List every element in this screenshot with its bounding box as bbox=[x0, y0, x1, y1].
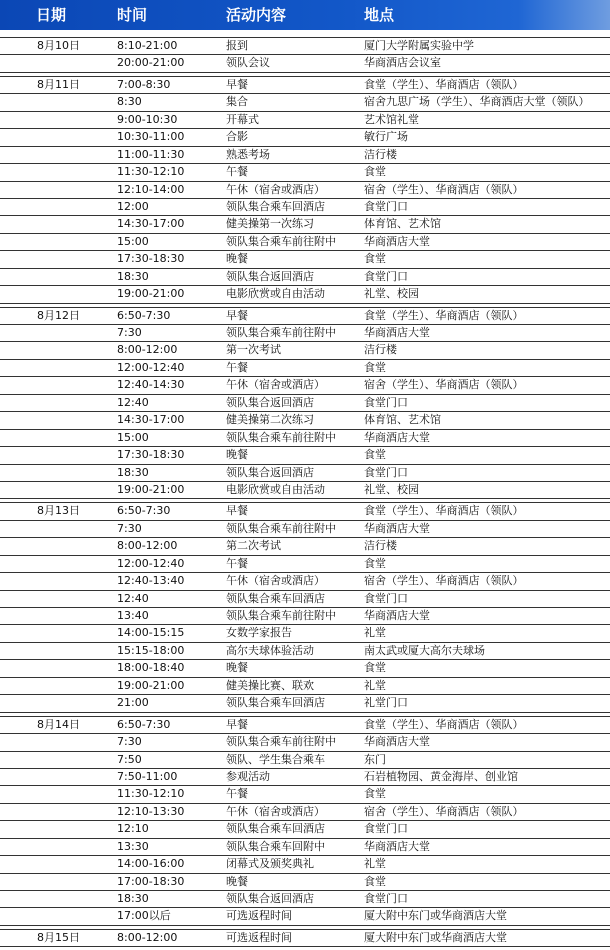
row-time: 12:00-12:40 bbox=[117, 360, 185, 374]
row-activity: 领队集合乘车回酒店 bbox=[226, 696, 325, 710]
table-row bbox=[0, 55, 610, 71]
row-location: 宿舍（学生）、华商酒店（领队） bbox=[364, 182, 524, 196]
row-location: 宿舍（学生）、华商酒店（领队） bbox=[364, 378, 524, 392]
row-activity: 午餐 bbox=[226, 556, 248, 570]
row-time: 7:00-8:30 bbox=[117, 77, 171, 91]
row-location: 厦大附中东门或华商酒店大堂 bbox=[364, 909, 507, 923]
row-location: 礼堂 bbox=[364, 678, 386, 692]
table-row bbox=[0, 821, 610, 838]
row-activity: 领队集合乘车前往附中 bbox=[226, 735, 336, 749]
row-location: 食堂门口 bbox=[364, 892, 408, 905]
table-row bbox=[0, 216, 610, 233]
row-activity: 早餐 bbox=[226, 717, 248, 731]
row-location: 厦大附中东门或华商酒店大堂 bbox=[364, 930, 507, 944]
table-row bbox=[0, 325, 610, 342]
row-location: 华商酒店大堂 bbox=[364, 234, 430, 248]
row-time: 15:15-18:00 bbox=[117, 643, 185, 657]
table-row bbox=[0, 251, 610, 268]
table-row bbox=[0, 199, 610, 216]
day-group bbox=[0, 502, 610, 712]
table-row bbox=[0, 342, 610, 359]
row-activity: 午休（宿舍或酒店） bbox=[226, 182, 325, 196]
table-row bbox=[0, 660, 610, 677]
row-location: 食堂（学生）、华商酒店（领队） bbox=[364, 308, 524, 322]
row-activity: 领队集合乘车前往附中 bbox=[226, 430, 336, 444]
row-time: 12:10-13:30 bbox=[117, 804, 185, 818]
row-location: 华商酒店大堂 bbox=[364, 326, 430, 339]
day-date: 8月12日 bbox=[37, 308, 80, 322]
row-time: 8:30 bbox=[117, 95, 142, 109]
row-location: 食堂门口 bbox=[364, 465, 408, 479]
table-row bbox=[0, 377, 610, 394]
row-time: 7:30 bbox=[117, 326, 142, 339]
row-location: 洁行楼 bbox=[364, 343, 397, 357]
row-activity: 健美操第一次练习 bbox=[226, 217, 314, 231]
row-location: 食堂 bbox=[364, 556, 386, 570]
row-activity: 午餐 bbox=[226, 787, 248, 801]
row-time: 6:50-7:30 bbox=[117, 504, 171, 518]
row-time: 14:00-15:15 bbox=[117, 626, 185, 640]
row-activity: 高尔夫球体验活动 bbox=[226, 643, 314, 657]
row-activity: 晚餐 bbox=[226, 252, 248, 266]
row-activity: 午餐 bbox=[226, 165, 248, 179]
row-time: 14:30-17:00 bbox=[117, 217, 185, 231]
row-location: 食堂门口 bbox=[364, 822, 408, 836]
row-location: 石岩植物园、黄金海岸、创业馆 bbox=[364, 769, 518, 783]
table-row bbox=[0, 839, 610, 856]
row-time: 7:50 bbox=[117, 752, 142, 766]
row-location: 厦门大学附属实验中学 bbox=[364, 39, 474, 52]
row-time: 10:30-11:00 bbox=[117, 130, 185, 144]
table-row bbox=[0, 412, 610, 429]
row-location: 食堂（学生）、华商酒店（领队） bbox=[364, 717, 524, 731]
row-activity: 领队集合乘车回酒店 bbox=[226, 822, 325, 836]
row-time: 17:00以后 bbox=[117, 909, 171, 923]
row-time: 12:10-14:00 bbox=[117, 182, 185, 196]
row-activity: 领队集合乘车回附中 bbox=[226, 839, 325, 853]
row-location: 食堂 bbox=[364, 252, 386, 266]
row-time: 17:00-18:30 bbox=[117, 874, 185, 888]
row-activity: 可选返程时间 bbox=[226, 909, 292, 923]
row-time: 11:30-12:10 bbox=[117, 787, 185, 801]
row-location: 东门 bbox=[364, 752, 386, 766]
table-row bbox=[0, 608, 610, 625]
table-row bbox=[0, 891, 610, 908]
row-time: 18:30 bbox=[117, 892, 149, 905]
table-row bbox=[0, 556, 610, 573]
row-time: 17:30-18:30 bbox=[117, 448, 185, 462]
table-row bbox=[0, 717, 610, 734]
row-activity: 领队集合返回酒店 bbox=[226, 892, 314, 905]
row-activity: 参观活动 bbox=[226, 769, 270, 783]
header-date: 日期 bbox=[36, 6, 67, 24]
table-row bbox=[0, 465, 610, 482]
row-time: 6:50-7:30 bbox=[117, 717, 171, 731]
row-time: 8:00-12:00 bbox=[117, 343, 178, 357]
row-location: 食堂 bbox=[364, 360, 386, 374]
row-activity: 闭幕式及颁奖典礼 bbox=[226, 857, 314, 871]
row-location: 敏行广场 bbox=[364, 130, 408, 144]
row-time: 12:40-13:40 bbox=[117, 574, 185, 588]
table-row bbox=[0, 734, 610, 751]
table-row bbox=[0, 503, 610, 520]
row-location: 礼堂门口 bbox=[364, 696, 408, 710]
row-activity: 电影欣赏或自由活动 bbox=[226, 482, 325, 496]
row-time: 18:30 bbox=[117, 269, 149, 283]
row-activity: 领队集合乘车前往附中 bbox=[226, 234, 336, 248]
row-activity: 女数学家报告 bbox=[226, 626, 292, 640]
row-activity: 可选返程时间 bbox=[226, 930, 292, 944]
table-row bbox=[0, 77, 610, 94]
table-row bbox=[0, 38, 610, 55]
row-time: 12:00-12:40 bbox=[117, 556, 185, 570]
row-location: 体育馆、艺术馆 bbox=[364, 413, 441, 427]
row-time: 8:00-12:00 bbox=[117, 539, 178, 553]
table-row bbox=[0, 591, 610, 608]
row-activity: 熟悉考场 bbox=[226, 147, 270, 161]
day-date: 8月11日 bbox=[37, 77, 80, 91]
row-location: 食堂（学生）、华商酒店（领队） bbox=[364, 504, 524, 518]
row-activity: 领队集合乘车前往附中 bbox=[226, 521, 336, 535]
table-row bbox=[0, 430, 610, 447]
row-time: 18:00-18:40 bbox=[117, 661, 185, 675]
row-activity: 集合 bbox=[226, 95, 248, 109]
day-group bbox=[0, 929, 610, 947]
day-group bbox=[0, 37, 610, 73]
row-time: 14:30-17:00 bbox=[117, 413, 185, 427]
row-activity: 领队集合乘车前往附中 bbox=[226, 609, 336, 622]
row-location: 南太武或厦大高尔夫球场 bbox=[364, 643, 485, 657]
row-time: 17:30-18:30 bbox=[117, 252, 185, 266]
row-time: 15:00 bbox=[117, 234, 149, 248]
row-location: 食堂 bbox=[364, 787, 386, 801]
table-row bbox=[0, 395, 610, 412]
row-location: 洁行楼 bbox=[364, 147, 397, 161]
table-row bbox=[0, 269, 610, 286]
row-location: 华商酒店大堂 bbox=[364, 521, 430, 535]
header-time: 时间 bbox=[117, 6, 148, 24]
row-location: 食堂 bbox=[364, 165, 386, 179]
row-activity: 早餐 bbox=[226, 77, 248, 91]
row-activity: 领队集合返回酒店 bbox=[226, 269, 314, 283]
table-row bbox=[0, 856, 610, 873]
row-location: 食堂门口 bbox=[364, 269, 408, 283]
row-activity: 晚餐 bbox=[226, 448, 248, 462]
table-row bbox=[0, 521, 610, 538]
table-row bbox=[0, 678, 610, 695]
row-location: 华商酒店会议室 bbox=[364, 56, 441, 70]
row-time: 19:00-21:00 bbox=[117, 482, 185, 496]
row-time: 7:30 bbox=[117, 521, 142, 535]
row-time: 15:00 bbox=[117, 430, 149, 444]
table-row bbox=[0, 695, 610, 711]
row-activity: 领队集合乘车回酒店 bbox=[226, 591, 325, 605]
table-row bbox=[0, 769, 610, 786]
row-location: 华商酒店大堂 bbox=[364, 839, 430, 853]
row-location: 食堂门口 bbox=[364, 199, 408, 213]
row-activity: 领队集合返回酒店 bbox=[226, 395, 314, 409]
row-time: 20:00-21:00 bbox=[117, 56, 185, 70]
row-time: 12:40 bbox=[117, 591, 149, 605]
row-activity: 午餐 bbox=[226, 360, 248, 374]
table-row bbox=[0, 164, 610, 181]
row-activity: 午休（宿舍或酒店） bbox=[226, 804, 325, 818]
row-activity: 领队集合乘车回酒店 bbox=[226, 199, 325, 213]
row-location: 宿舍（学生）、华商酒店（领队） bbox=[364, 804, 524, 818]
day-date: 8月13日 bbox=[37, 504, 80, 518]
row-time: 9:00-10:30 bbox=[117, 112, 178, 126]
table-row bbox=[0, 482, 610, 498]
row-time: 18:30 bbox=[117, 465, 149, 479]
row-location: 食堂 bbox=[364, 874, 386, 888]
table-row bbox=[0, 147, 610, 164]
row-time: 21:00 bbox=[117, 696, 149, 710]
table-row bbox=[0, 234, 610, 251]
table-row bbox=[0, 874, 610, 891]
header-location: 地点 bbox=[364, 6, 395, 24]
row-activity: 早餐 bbox=[226, 504, 248, 518]
row-location: 礼堂、校园 bbox=[364, 287, 419, 301]
row-time: 19:00-21:00 bbox=[117, 287, 185, 301]
row-time: 11:30-12:10 bbox=[117, 165, 185, 179]
table-row bbox=[0, 804, 610, 821]
table-row bbox=[0, 786, 610, 803]
row-time: 13:30 bbox=[117, 839, 149, 853]
row-location: 食堂门口 bbox=[364, 591, 408, 605]
row-time: 7:50-11:00 bbox=[117, 769, 178, 783]
table-row bbox=[0, 112, 610, 129]
row-location: 宿舍九思广场（学生）、华商酒店大堂（领队） bbox=[364, 95, 590, 109]
row-time: 8:10-21:00 bbox=[117, 39, 178, 52]
row-time: 12:40 bbox=[117, 395, 149, 409]
day-date: 8月14日 bbox=[37, 717, 80, 731]
row-time: 19:00-21:00 bbox=[117, 678, 185, 692]
table-row bbox=[0, 308, 610, 325]
row-location: 华商酒店大堂 bbox=[364, 430, 430, 444]
row-location: 食堂（学生）、华商酒店（领队） bbox=[364, 77, 524, 91]
table-row bbox=[0, 643, 610, 660]
row-activity: 健美操第二次练习 bbox=[226, 413, 314, 427]
row-time: 7:30 bbox=[117, 735, 142, 749]
row-location: 宿舍（学生）、华商酒店（领队） bbox=[364, 574, 524, 588]
row-location: 艺术馆礼堂 bbox=[364, 112, 419, 126]
row-location: 礼堂、校园 bbox=[364, 482, 419, 496]
row-activity: 领队集合乘车前往附中 bbox=[226, 326, 336, 339]
row-location: 食堂 bbox=[364, 448, 386, 462]
row-activity: 电影欣赏或自由活动 bbox=[226, 287, 325, 301]
row-location: 食堂门口 bbox=[364, 395, 408, 409]
row-activity: 领队会议 bbox=[226, 56, 270, 70]
row-location: 洁行楼 bbox=[364, 539, 397, 553]
row-location: 体育馆、艺术馆 bbox=[364, 217, 441, 231]
row-activity: 早餐 bbox=[226, 308, 248, 322]
row-location: 食堂 bbox=[364, 661, 386, 675]
row-time: 14:00-16:00 bbox=[117, 857, 185, 871]
day-date: 8月15日 bbox=[37, 930, 80, 944]
table-row bbox=[0, 447, 610, 464]
row-location: 礼堂 bbox=[364, 626, 386, 640]
row-activity: 晚餐 bbox=[226, 874, 248, 888]
row-activity: 第二次考试 bbox=[226, 539, 281, 553]
row-activity: 晚餐 bbox=[226, 661, 248, 675]
table-row bbox=[0, 129, 610, 146]
row-location: 华商酒店大堂 bbox=[364, 609, 430, 622]
row-activity: 开幕式 bbox=[226, 112, 259, 126]
table-row bbox=[0, 908, 610, 924]
row-activity: 报到 bbox=[226, 39, 248, 52]
row-time: 12:40-14:30 bbox=[117, 378, 185, 392]
table-row bbox=[0, 573, 610, 590]
day-group bbox=[0, 307, 610, 500]
day-date: 8月10日 bbox=[37, 39, 80, 52]
row-location: 礼堂 bbox=[364, 857, 386, 871]
row-activity: 第一次考试 bbox=[226, 343, 281, 357]
table-row bbox=[0, 625, 610, 642]
table-row bbox=[0, 182, 610, 199]
day-group bbox=[0, 716, 610, 926]
row-activity: 领队、学生集合乘车 bbox=[226, 752, 325, 766]
day-group bbox=[0, 76, 610, 304]
row-activity: 午休（宿舍或酒店） bbox=[226, 574, 325, 588]
table-row bbox=[0, 752, 610, 769]
row-time: 6:50-7:30 bbox=[117, 308, 171, 322]
table-row bbox=[0, 94, 610, 111]
table-header bbox=[0, 0, 610, 30]
table-row bbox=[0, 360, 610, 377]
row-time: 13:40 bbox=[117, 609, 149, 622]
row-time: 11:00-11:30 bbox=[117, 147, 185, 161]
row-activity: 合影 bbox=[226, 130, 248, 144]
row-location: 华商酒店大堂 bbox=[364, 735, 430, 749]
header-activity: 活动内容 bbox=[226, 6, 287, 24]
row-time: 12:00 bbox=[117, 199, 149, 213]
table-row bbox=[0, 286, 610, 302]
table-row bbox=[0, 538, 610, 555]
schedule-table bbox=[0, 37, 610, 950]
row-time: 8:00-12:00 bbox=[117, 930, 178, 944]
row-activity: 健美操比赛、联欢 bbox=[226, 678, 314, 692]
row-activity: 午休（宿舍或酒店） bbox=[226, 378, 325, 392]
table-row bbox=[0, 930, 610, 946]
row-time: 12:10 bbox=[117, 822, 149, 836]
row-activity: 领队集合返回酒店 bbox=[226, 465, 314, 479]
